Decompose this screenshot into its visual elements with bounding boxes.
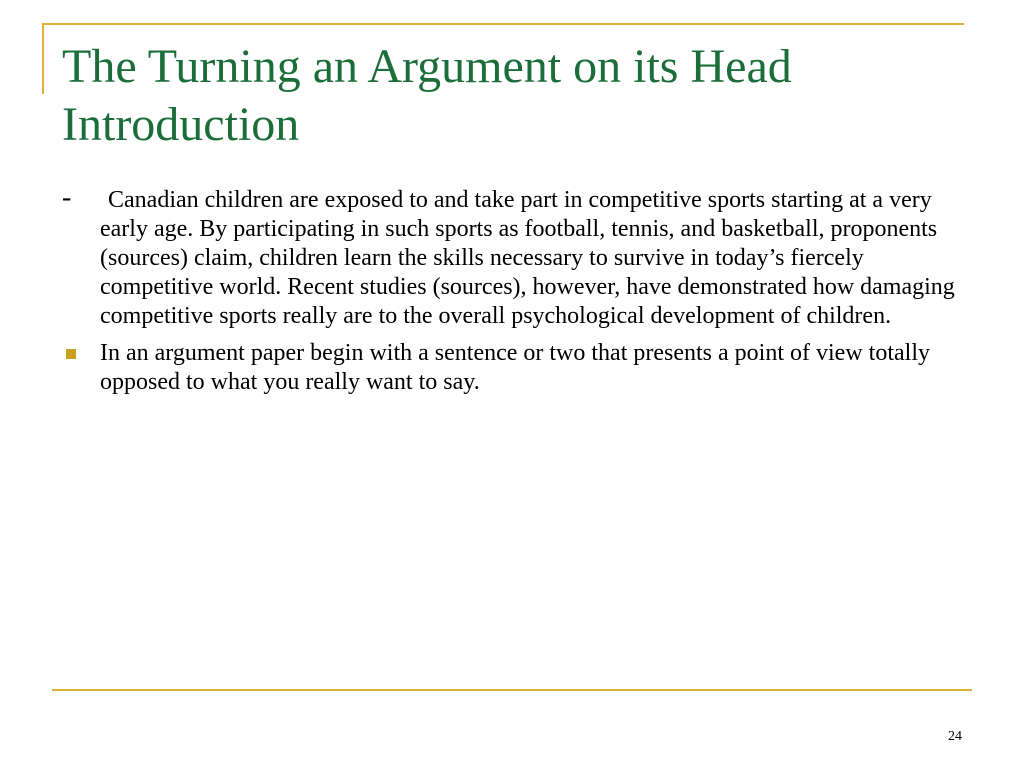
bottom-rule	[52, 689, 972, 691]
title-line-2: Introduction	[62, 98, 300, 151]
list-item-text	[100, 187, 955, 329]
dash-marker: -	[62, 182, 72, 213]
slide-body	[62, 182, 972, 405]
top-rule	[42, 23, 964, 25]
list-item	[62, 339, 972, 397]
square-bullet-icon	[66, 349, 76, 359]
slide-title	[62, 38, 982, 154]
list-item	[62, 182, 972, 331]
page-number: 24	[948, 729, 962, 744]
title-line-1: The Turning an Argument on its Head	[62, 40, 792, 93]
paragraph-text: Canadian children are exposed to and take part in competitive sports starting at a very early age. By participating in such sports as football, tennis, and basketball, proponents (sources) claim, children learn the skills necessary to survive in today’s fiercely competitive world. Recent studies (sources), however, have demonstrated how damaging competitive sports really are to the overall psychological development of children.	[100, 187, 955, 329]
list-item-text: In an argument paper begin with a sentence or two that presents a point of view totally opposed to what you really want to say.	[100, 340, 930, 395]
left-rule	[42, 23, 44, 94]
